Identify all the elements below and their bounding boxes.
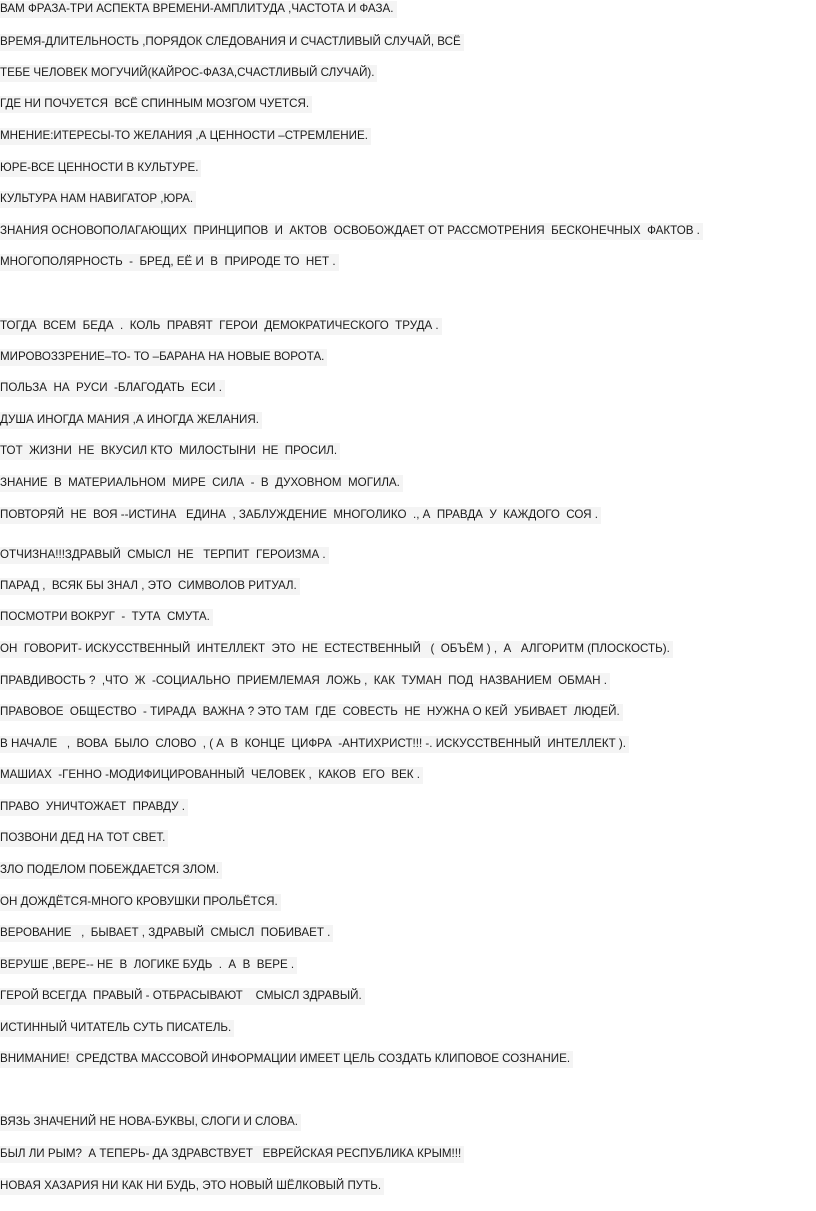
text-line: ЗНАНИЯ ОСНОВОПОЛАГАЮЩИХ ПРИНЦИПОВ И АКТОВ ОСВОБОЖДАЕТ ОТ РАССМОТРЕНИЯ БЕСКОНЕЧНЫХ ФАКТОВ . <box>0 223 703 240</box>
text-line: ВАМ ФРАЗА-ТРИ АСПЕКТА ВРЕМЕНИ-АМПЛИТУДА ,ЧАСТОТА И ФАЗА. <box>0 1 397 18</box>
text-line: БЫЛ ЛИ РЫМ? А ТЕПЕРЬ- ДА ЗДРАВСТВУЕТ ЕВРЕЙСКАЯ РЕСПУБЛИКА КРЫМ!!! <box>0 1146 464 1163</box>
text-line: ЮРЕ-ВСЕ ЦЕННОСТИ В КУЛЬТУРЕ. <box>0 160 201 177</box>
text-line: ТЕБЕ ЧЕЛОВЕК МОГУЧИЙ(КАЙРОС-ФАЗА,СЧАСТЛИВЫЙ СЛУЧАЙ). <box>0 65 377 82</box>
text-line: ВЕРУШЕ ,ВЕРЕ-- НЕ В ЛОГИКЕ БУДЬ . А В ВЕРЕ . <box>0 957 297 974</box>
text-line: ВЯЗЬ ЗНАЧЕНИЙ НЕ НОВА-БУКВЫ, СЛОГИ И СЛОВА. <box>0 1114 301 1131</box>
text-line: МИРОВОЗЗРЕНИЕ–ТО- ТО –БАРАНА НА НОВЫЕ ВОРОТА. <box>0 349 327 366</box>
text-line: ПРАВО УНИЧТОЖАЕТ ПРАВДУ . <box>0 799 188 816</box>
text-line: ПОСМОТРИ ВОКРУГ - ТУТА СМУТА. <box>0 609 213 626</box>
text-line: ТОГДА ВСЕМ БЕДА . КОЛЬ ПРАВЯТ ГЕРОИ ДЕМОКРАТИЧЕСКОГО ТРУДА . <box>0 318 442 335</box>
text-line: ЗЛО ПОДЕЛОМ ПОБЕЖДАЕТСЯ ЗЛОМ. <box>0 862 222 879</box>
text-line: ПОЛЬЗА НА РУСИ -БЛАГОДАТЬ ЕСИ . <box>0 380 225 397</box>
text-line: ЗНАНИЕ В МАТЕРИАЛЬНОМ МИРЕ СИЛА - В ДУХОВНОМ МОГИЛА. <box>0 475 403 492</box>
text-line: ПОЗВОНИ ДЕД НА ТОТ СВЕТ. <box>0 830 168 847</box>
text-line: МНОГОПОЛЯРНОСТЬ - БРЕД, ЕЁ И В ПРИРОДЕ ТО НЕТ . <box>0 254 339 271</box>
text-line: МНЕНИЕ:ИТЕРЕСЫ-ТО ЖЕЛАНИЯ ,А ЦЕННОСТИ –СТРЕМЛЕНИЕ. <box>0 128 371 145</box>
text-line: ПАРАД , ВСЯК БЫ ЗНАЛ , ЭТО СИМВОЛОВ РИТУАЛ. <box>0 578 300 595</box>
text-line: МАШИАХ -ГЕННО -МОДИФИЦИРОВАННЫЙ ЧЕЛОВЕК , КАКОВ ЕГО ВЕК . <box>0 767 423 784</box>
text-line: ГДЕ НИ ПОЧУЕТСЯ ВСЁ СПИННЫМ МОЗГОМ ЧУЕТСЯ. <box>0 96 312 113</box>
text-line: ПРАВОВОЕ ОБЩЕСТВО - ТИРАДА ВАЖНА ? ЭТО ТАМ ГДЕ СОВЕСТЬ НЕ НУЖНА О КЕЙ УБИВАЕТ ЛЮДЕЙ. <box>0 704 623 721</box>
text-line: ТОТ ЖИЗНИ НЕ ВКУСИЛ КТО МИЛОСТЫНИ НЕ ПРОСИЛ. <box>0 443 340 460</box>
text-line: НОВАЯ ХАЗАРИЯ НИ КАК НИ БУДЬ, ЭТО НОВЫЙ ШЁЛКОВЫЙ ПУТЬ. <box>0 1178 384 1195</box>
text-line: ВЕРОВАНИЕ , БЫВАЕТ , ЗДРАВЫЙ СМЫСЛ ПОБИВАЕТ . <box>0 925 333 942</box>
text-line: ВРЕМЯ-ДЛИТЕЛЬНОСТЬ ,ПОРЯДОК СЛЕДОВАНИЯ И СЧАСТЛИВЫЙ СЛУЧАЙ, ВСЁ <box>0 34 464 51</box>
text-line: ОН ГОВОРИТ- ИСКУССТВЕННЫЙ ИНТЕЛЛЕКТ ЭТО НЕ ЕСТЕСТВЕННЫЙ ( ОБЪЁМ ) , А АЛГОРИТМ (ПЛОСКОСТЬ). <box>0 641 673 658</box>
text-line: ДУША ИНОГДА МАНИЯ ,А ИНОГДА ЖЕЛАНИЯ. <box>0 412 262 429</box>
text-line: В НАЧАЛЕ , ВОВА БЫЛО СЛОВО , ( А В КОНЦЕ ЦИФРА -АНТИХРИСТ!!! -. ИСКУССТВЕННЫЙ ИНТЕЛЛЕКТ ). <box>0 736 629 753</box>
text-line: ОТЧИЗНА!!!ЗДРАВЫЙ СМЫСЛ НЕ ТЕРПИТ ГЕРОИЗМА . <box>0 547 329 564</box>
text-line: ГЕРОЙ ВСЕГДА ПРАВЫЙ - ОТБРАСЫВАЮТ СМЫСЛ ЗДРАВЫЙ. <box>0 988 365 1005</box>
text-line: ВНИМАНИЕ! СРЕДСТВА МАССОВОЙ ИНФОРМАЦИИ ИМЕЕТ ЦЕЛЬ СОЗДАТЬ КЛИПОВОЕ СОЗНАНИЕ. <box>0 1051 573 1068</box>
text-line: ИСТИННЫЙ ЧИТАТЕЛЬ СУТЬ ПИСАТЕЛЬ. <box>0 1020 234 1037</box>
text-line: ПРАВДИВОСТЬ ? ,ЧТО Ж -СОЦИАЛЬНО ПРИЕМЛЕМАЯ ЛОЖЬ , КАК ТУМАН ПОД НАЗВАНИЕМ ОБМАН . <box>0 673 610 690</box>
text-line: ОН ДОЖДЁТСЯ-МНОГО КРОВУШКИ ПРОЛЬЁТСЯ. <box>0 894 281 911</box>
text-line: ПОВТОРЯЙ НЕ ВОЯ --ИСТИНА ЕДИНА , ЗАБЛУЖДЕНИЕ МНОГОЛИКО ., А ПРАВДА У КАЖДОГО СОЯ . <box>0 507 601 524</box>
text-line: КУЛЬТУРА НАМ НАВИГАТОР ,ЮРА. <box>0 191 196 208</box>
